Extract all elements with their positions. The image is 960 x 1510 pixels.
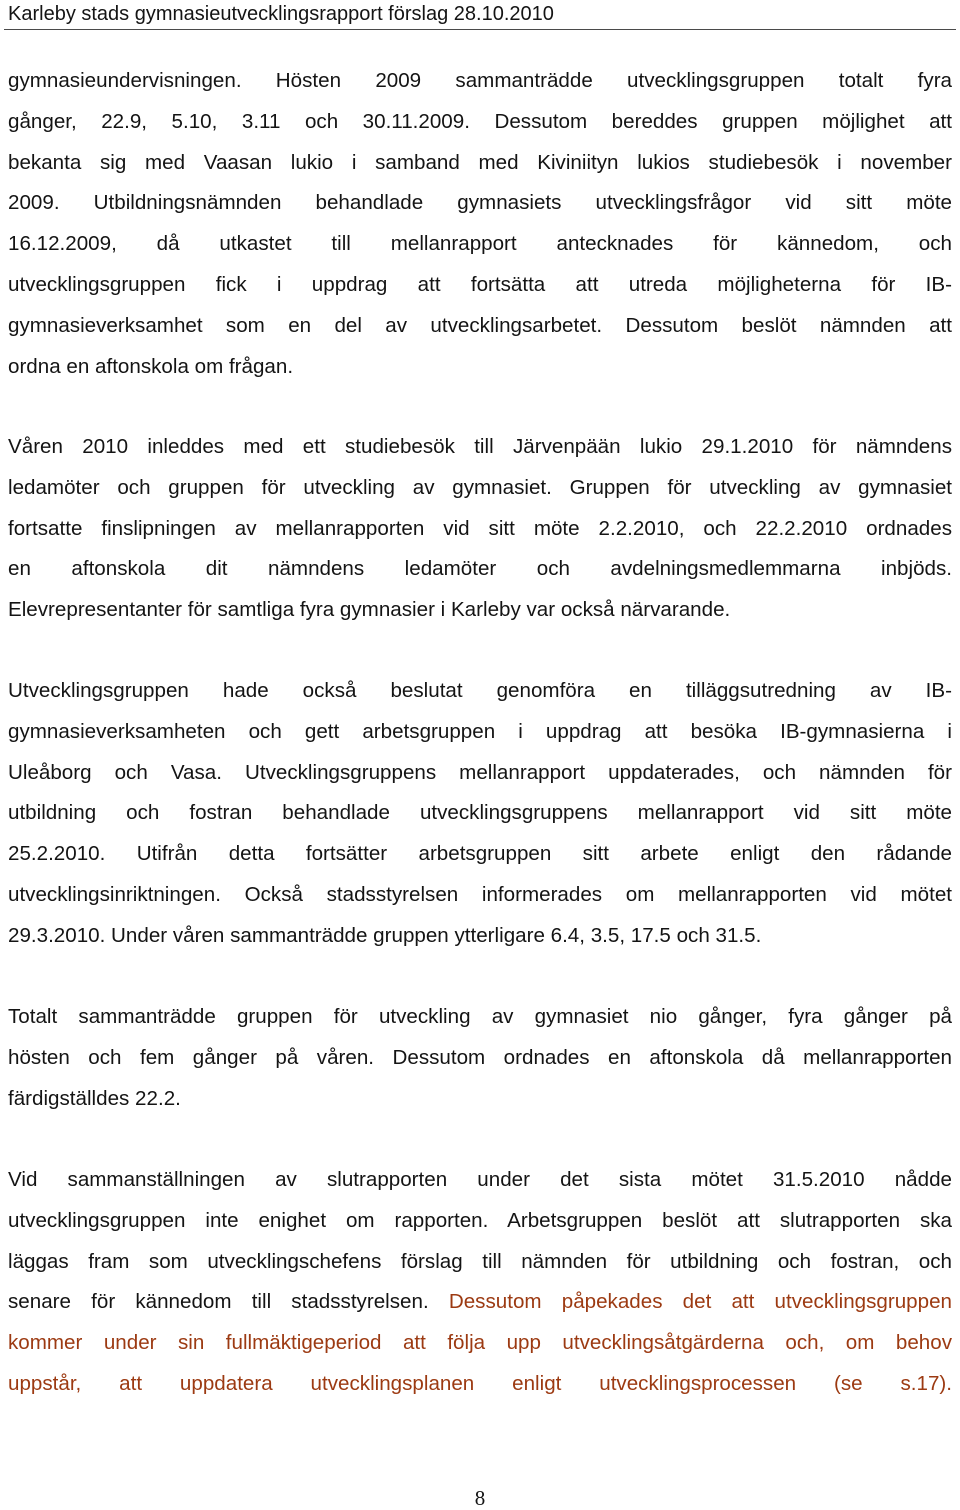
text-line: gymnasieverksamheten och gett arbetsgruppen i uppdrag att besöka IB-gymnasierna i: [8, 719, 952, 743]
paragraph-3: [8, 671, 952, 957]
text-line: Våren 2010 inleddes med ett studiebesök till Järvenpään lukio 29.1.2010 för nämndens: [8, 435, 952, 458]
header-rule: [4, 29, 956, 30]
paragraph-2: [8, 427, 952, 631]
text-line: gymnasieverksamhet som en del av utvecklingsarbetet. Dessutom beslöt nämnden att: [8, 313, 952, 337]
text-line: Vid sammanställningen av slutrapporten under det sista mötet 31.5.2010 nådde: [8, 1168, 952, 1191]
text-line: utvecklingsgruppen fick i uppdrag att fortsätta att utreda möjligheterna för IB-: [8, 272, 952, 296]
text-line: ordna en aftonskola om frågan.: [8, 354, 294, 378]
text-line: läggas fram som utvecklingschefens förslag till nämnden för utbildning och fostran, och: [8, 1249, 952, 1273]
highlighted-text-line: uppstår, att uppdatera utvecklingsplanen enligt utvecklingsprocessen (se s.17).: [8, 1371, 952, 1395]
text-line: Uleåborg och Vasa. Utvecklingsgruppens mellanrapport uppdaterades, och nämnden för: [8, 760, 952, 784]
text-line: ledamöter och gruppen för utveckling av gymnasiet. Gruppen för utveckling av gymnasiet: [8, 475, 952, 499]
highlighted-text-line: kommer under sin fullmäktigeperiod att följa upp utvecklingsåtgärderna och, om behov: [8, 1331, 952, 1355]
text-line: utvecklingsinriktningen. Också stadsstyrelsen informerades om mellanrapporten vid mötet: [8, 882, 952, 906]
text-line: Elevrepresentanter för samtliga fyra gymnasier i Karleby var också närvarande.: [8, 598, 731, 622]
text-line: färdigställdes 22.2.: [8, 1086, 181, 1110]
text-line: bekanta sig med Vaasan lukio i samband med Kiviniityn lukios studiebesök i november: [8, 150, 952, 174]
highlighted-text-segment: Dessutom påpekades det att utvecklingsgruppen: [448, 1290, 952, 1314]
text-line: fortsatte finslipningen av mellanrapporten vid sitt möte 2.2.2010, och 22.2.2010 ordnades: [8, 516, 952, 540]
text-line: hösten och fem gånger på våren. Dessutom ordnades en aftonskola då mellanrapporten: [8, 1045, 952, 1069]
running-header: Karleby stads gymnasieutvecklingsrapport förslag 28.10.2010: [8, 3, 554, 25]
text-line: utvecklingsgruppen inte enighet om rapporten. Arbetsgruppen beslöt att slutrapporten ska: [8, 1208, 952, 1232]
text-line: utbildning och fostran behandlade utvecklingsgruppens mellanrapport vid sitt möte: [8, 801, 952, 825]
paragraph-4: [8, 997, 952, 1119]
paragraph-1: [8, 61, 952, 387]
paragraph-5: [8, 1160, 952, 1405]
mixed-text-line: [8, 1282, 952, 1323]
text-line: 2009. Utbildningsnämnden behandlade gymnasiets utvecklingsfrågor vid sitt möte: [8, 191, 952, 215]
text-line: Utvecklingsgruppen hade också beslutat genomföra en tilläggsutredning av IB-: [8, 679, 952, 702]
text-line: gånger, 22.9, 5.10, 3.11 och 30.11.2009. Dessutom bereddes gruppen möjlighet att: [8, 109, 952, 133]
text-line: 29.3.2010. Under våren sammanträdde gruppen ytterligare 6.4, 3.5, 17.5 och 31.5.: [8, 923, 762, 947]
text-line: Totalt sammanträdde gruppen för utveckling av gymnasiet nio gånger, fyra gånger på: [8, 1005, 952, 1028]
text-line: en aftonskola dit nämndens ledamöter och avdelningsmedlemmarna inbjöds.: [8, 557, 952, 581]
page-number: 8: [474, 1486, 486, 1510]
text-line: 16.12.2009, då utkastet till mellanrapport antecknades för kännedom, och: [8, 232, 952, 256]
text-line: 25.2.2010. Utifrån detta fortsätter arbetsgruppen sitt arbete enligt den rådande: [8, 842, 952, 866]
text-segment: senare för kännedom till stadsstyrelsen.: [8, 1290, 429, 1314]
text-line: gymnasieundervisningen. Hösten 2009 sammanträdde utvecklingsgruppen totalt fyra: [8, 69, 952, 92]
